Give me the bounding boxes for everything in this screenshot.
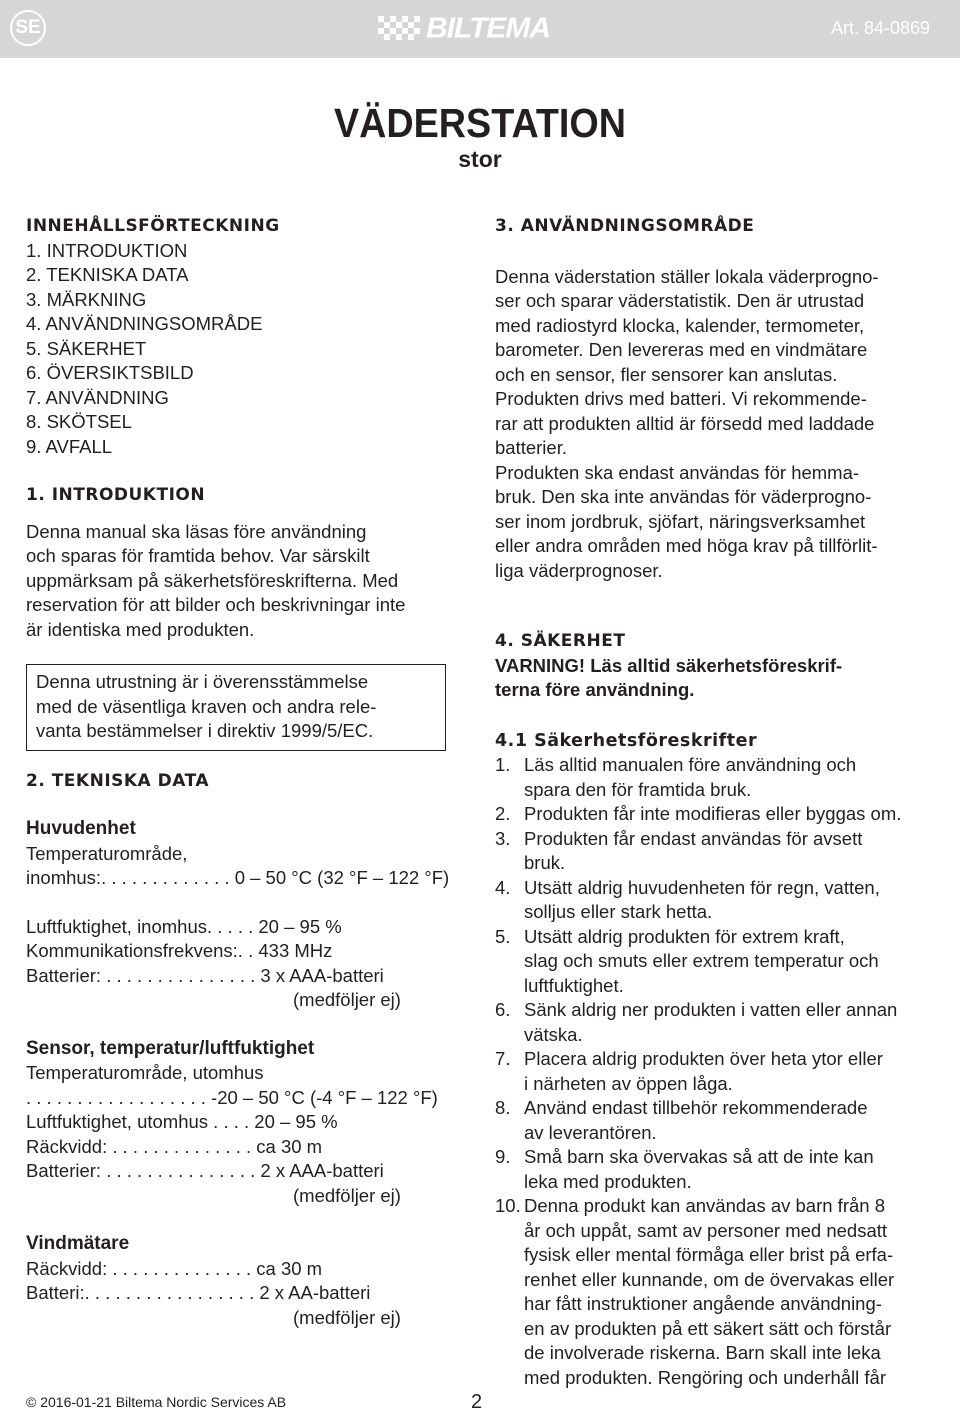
list-item: 5. Utsätt aldrig produkten för extrem kraft, slag och smuts eller extrem temperatur och luftfuktighet. [495, 925, 879, 996]
tech-heading: 2. TEKNISKA DATA [26, 770, 210, 791]
usage-line: Produkten ska endast användas för hemma- [495, 461, 860, 483]
list-item: 1. Läs alltid manualen före användning och spara den för framtida bruk. [495, 754, 857, 800]
list-item: 4. Utsätt aldrig huvudenheten för regn, vatten, solljus eller stark hetta. [495, 876, 880, 922]
main-unit-humidity: Luftfuktighet, inomhus. . . . . 20 – 95 % [26, 915, 342, 937]
safety-warning: terna före användning. [495, 679, 695, 700]
compliance-line: vanta bestämmelser i direktiv 1999/5/EC. [36, 720, 374, 741]
usage-line: Produkten drivs med batteri. Vi rekommende- [495, 388, 867, 409]
main-unit-heading: Huvudenhet [26, 818, 136, 839]
right-column [495, 214, 940, 1390]
safety-instructions-list [495, 753, 940, 1390]
list-item: 8. Använd endast tillbehör rekommenderade av leverantören. [495, 1097, 868, 1143]
toc-item: 3. MÄRKNING [26, 288, 147, 310]
toc-item: 2. TEKNISKA DATA [26, 264, 189, 285]
sensor-heading: Sensor, temperatur/luftfuktighet [26, 1037, 315, 1059]
sensor-temp-value: . . . . . . . . . . . . . . . . . . -20 – 50 °C (-4 °F – 122 °F) [26, 1086, 438, 1108]
compliance-notice-box [26, 664, 446, 751]
wind-heading: Vindmätare [26, 1233, 130, 1254]
sensor-humidity: Luftfuktighet, utomhus . . . . 20 – 95 % [26, 1111, 338, 1132]
toc-list [26, 239, 466, 460]
usage-line: ser och sparar väderstatistik. Den är utrustad [495, 290, 865, 311]
title-main: VÄDERSTATION [334, 100, 626, 146]
main-unit-temp-label: Temperaturområde, [26, 842, 188, 864]
toc-item: 1. INTRODUKTION [26, 239, 188, 261]
language-badge: SE [10, 10, 46, 46]
sensor-range: Räckvidd: . . . . . . . . . . . . . . ca 30 m [26, 1135, 323, 1157]
list-item: 7. Placera aldrig produkten över heta ytor eller i närheten av öppen låga. [495, 1048, 883, 1094]
intro-heading: 1. INTRODUKTION [26, 485, 206, 505]
list-item: 9. Små barn ska övervakas så att de inte kan leka med produkten. [495, 1146, 874, 1192]
safety-heading: 4. SÄKERHET [495, 631, 626, 651]
toc-heading: INNEHÅLLSFÖRTECKNING [26, 216, 280, 236]
usage-heading: 3. ANVÄNDNINGSOMRÅDE [495, 216, 755, 236]
usage-paragraph [495, 265, 940, 584]
page-title [300, 100, 660, 147]
safety-subheading: 4.1 Säkerhetsföreskrifter [495, 730, 758, 751]
left-column [26, 214, 466, 1330]
safety-warning: VARNING! Läs alltid säkerhetsföreskrif- [495, 654, 843, 676]
brand-name: BILTEMA [426, 12, 551, 45]
intro-line: och sparas för framtida behov. Var särskilt [26, 545, 370, 566]
wind-battery-note: (medföljer ej) [293, 1306, 401, 1328]
wind-battery: Batteri:. . . . . . . . . . . . . . . . . 2 x AA-batteri [26, 1282, 371, 1303]
intro-line: är identiska med produkten. [26, 618, 255, 640]
intro-line: uppmärksam på säkerhetsföreskrifterna. Med [26, 569, 399, 591]
usage-line: eller andra områden med höga krav på tillförlit- [495, 535, 878, 556]
usage-line: barometer. Den levereras med en vindmätare [495, 339, 868, 360]
toc-item: 4. ANVÄNDNINGSOMRÅDE [26, 313, 263, 334]
toc-item: 7. ANVÄNDNING [26, 386, 169, 408]
sensor-battery: Batterier: . . . . . . . . . . . . . . . 2 x AAA-batteri [26, 1160, 384, 1181]
usage-line: rar att produkten alltid är försedd med laddade [495, 412, 875, 434]
intro-paragraph [26, 520, 466, 643]
sensor-battery-note: (medföljer ej) [293, 1184, 401, 1206]
toc-item: 9. AVFALL [26, 435, 113, 457]
main-unit-battery-note: (medföljer ej) [293, 989, 401, 1010]
article-number: Art. 84-0869 [830, 18, 930, 38]
usage-line: och en sensor, fler sensorer kan anslutas. [495, 363, 838, 385]
usage-line: liga väderprognoser. [495, 559, 663, 581]
intro-line: Denna manual ska läsas före användning [26, 520, 367, 542]
list-item: 2. Produkten får inte modifieras eller byggas om. [495, 803, 902, 824]
toc-item: 6. ÖVERSIKTSBILD [26, 362, 194, 383]
usage-line: bruk. Den ska inte användas för väderprogno- [495, 486, 872, 507]
list-item: 10. Denna produkt kan användas av barn från 8 år och uppåt, samt av personer med nedsatt fysisk eller mental förmåga eller brist på erfa- renhet eller kunnande, om de övervakas eller har fått instruktioner angående användning- en av produkten på ett säkert sätt och förstår de involverade riskerna. Barn skall inte leka med produkten. Rengöring och underhåll får [495, 1195, 895, 1388]
wind-range: Räckvidd: . . . . . . . . . . . . . . ca 30 m [26, 1257, 323, 1279]
page-number: 2 [471, 1391, 483, 1413]
toc-item: 8. SKÖTSEL [26, 411, 132, 432]
usage-line: Denna väderstation ställer lokala väderprogno- [495, 265, 879, 287]
compliance-line: Denna utrustning är i överensstämmelse [36, 671, 369, 692]
compliance-line: med de väsentliga kraven och andra rele- [36, 695, 377, 717]
checkered-flag-icon [378, 16, 420, 42]
intro-line: reservation för att bilder och beskrivningar inte [26, 594, 406, 615]
usage-line: ser inom jordbruk, sjöfart, näringsverksamhet [495, 510, 866, 532]
main-unit-battery: Batterier: . . . . . . . . . . . . . . . 3 x AAA-batteri [26, 964, 384, 986]
list-item: 6. Sänk aldrig ner produkten i vatten eller annan vätska. [495, 999, 898, 1045]
copyright-notice: © 2016-01-21 Biltema Nordic Services AB [26, 1394, 287, 1410]
header-bar [0, 0, 960, 58]
list-item: 3. Produkten får endast användas för avsett bruk. [495, 827, 863, 873]
usage-line: med radiostyrd klocka, kalender, termometer, [495, 314, 865, 336]
toc-item: 5. SÄKERHET [26, 337, 147, 359]
main-unit-temp-value: inomhus:. . . . . . . . . . . . . 0 – 50 °C (32 °F – 122 °F) [26, 867, 450, 888]
title-sub: stor [458, 146, 502, 172]
usage-line: batterier. [495, 437, 567, 458]
sensor-temp-label: Temperaturområde, utomhus [26, 1062, 264, 1083]
main-unit-frequency: Kommunikationsfrekvens:. . 433 MHz [26, 940, 333, 961]
brand-logo [378, 14, 550, 44]
